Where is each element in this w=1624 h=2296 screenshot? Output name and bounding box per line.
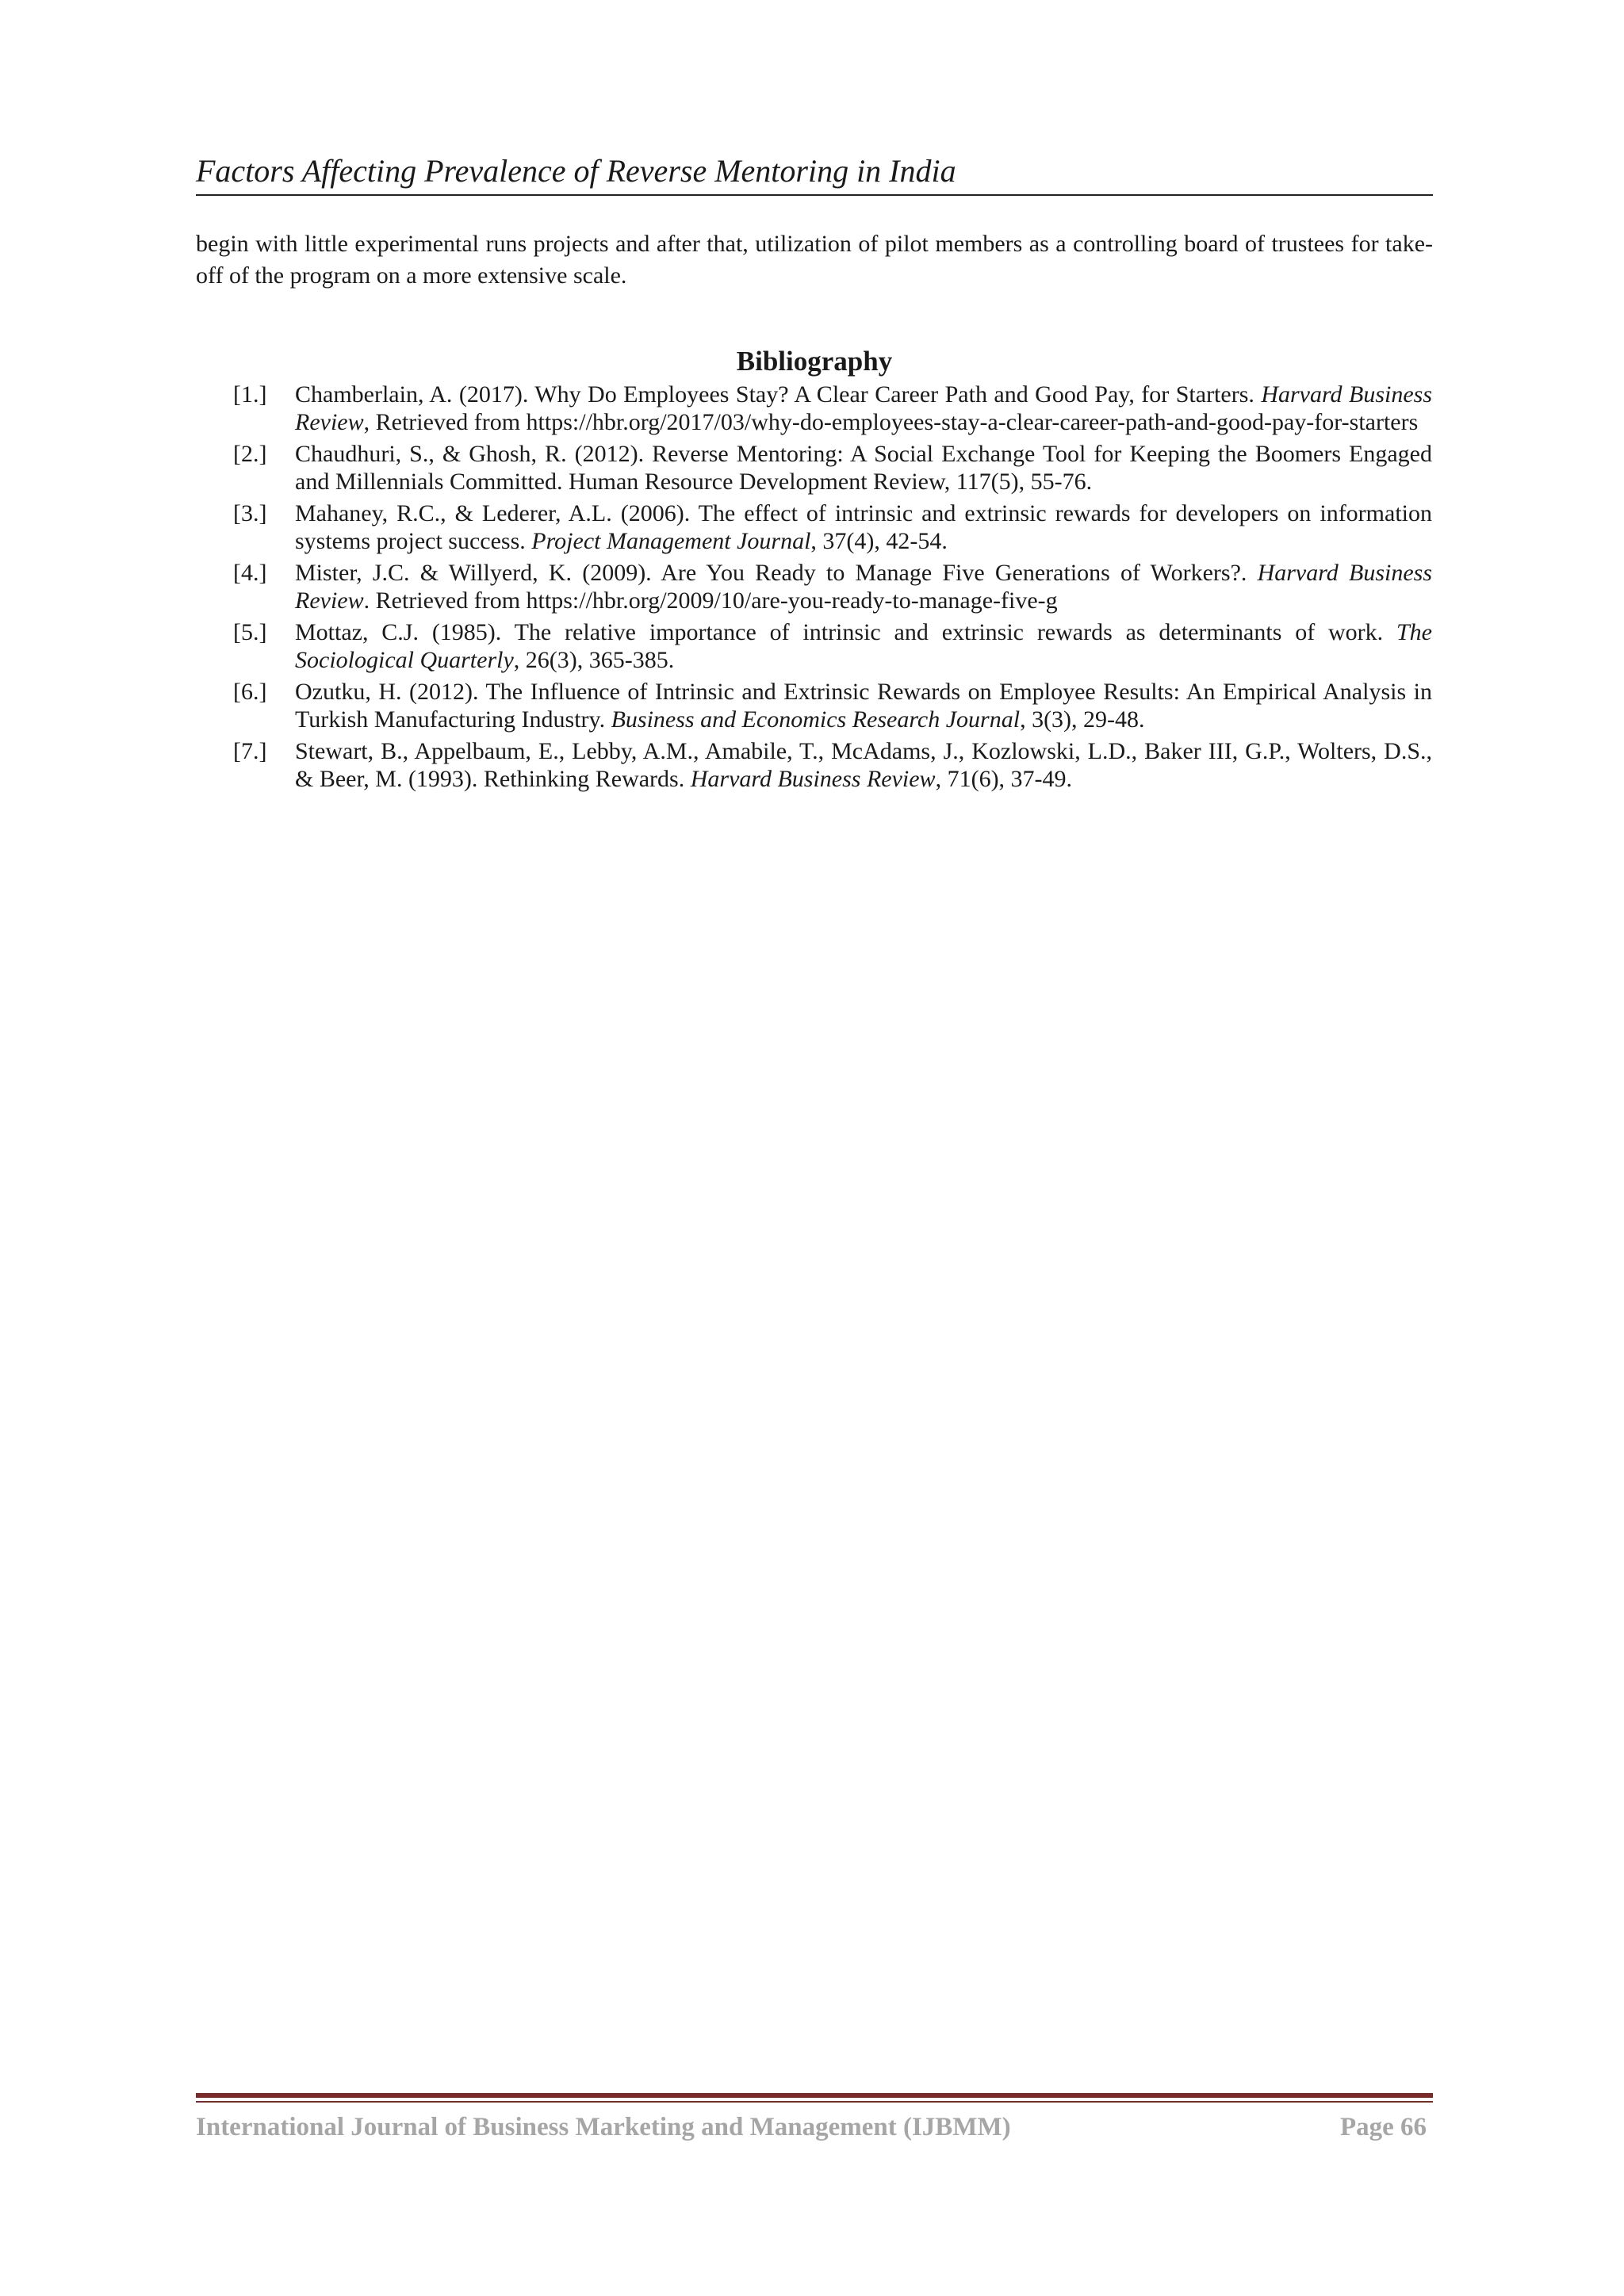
- page-footer: [196, 2110, 1433, 2144]
- reference-details: , 71(6), 37-49.: [935, 766, 1073, 792]
- reference-number: [7.]: [233, 738, 267, 764]
- reference-number: [3.]: [233, 500, 267, 526]
- reference-number: [1.]: [233, 381, 267, 408]
- reference-number: [2.]: [233, 441, 267, 467]
- reference-journal: Harvard Business Review: [295, 381, 1432, 435]
- reference-number: [5.]: [233, 619, 267, 645]
- bibliography-title: Bibliography: [736, 346, 893, 377]
- footer-page-number: Page 66: [1339, 2113, 1427, 2141]
- reference-item: [233, 678, 1432, 733]
- reference-item: [233, 499, 1432, 555]
- reference-item: [233, 737, 1432, 793]
- reference-list: [233, 381, 1432, 797]
- reference-number: [4.]: [233, 560, 267, 586]
- footer-journal-name: International Journal of Business Marketing and Management (IJBMM): [196, 2113, 1011, 2141]
- reference-text: Ozutku, H. (2012). The Influence of Intrinsic and Extrinsic Rewards on Employee Results: An Empirical Analysis in Turkish Manufacturing Industry.: [295, 679, 1432, 733]
- reference-item: [233, 440, 1432, 496]
- header-rule: [196, 194, 1433, 196]
- reference-journal: Harvard Business Review: [295, 560, 1433, 614]
- running-header: Factors Affecting Prevalence of Reverse Mentoring in India: [196, 153, 956, 189]
- footer-rule-thick: [196, 2093, 1433, 2098]
- reference-journal: Project Management Journal: [531, 528, 811, 554]
- reference-text: Chamberlain, A. (2017). Why Do Employees Stay? A Clear Career Path and Good Pay, for Starters.: [295, 381, 1262, 408]
- reference-details: , 37(4), 42-54.: [810, 528, 948, 554]
- reference-item: [233, 381, 1432, 436]
- reference-details: . Retrieved from https://hbr.org/2009/10/are-you-ready-to-manage-five-g: [363, 587, 1058, 614]
- reference-item: [233, 618, 1432, 674]
- reference-number: [6.]: [233, 679, 267, 705]
- reference-text: Mottaz, C.J. (1985). The relative importance of intrinsic and extrinsic rewards as determinants of work.: [295, 619, 1396, 645]
- reference-details: , 26(3), 365-385.: [513, 647, 675, 673]
- reference-text: Mister, J.C. & Willyerd, K. (2009). Are You Ready to Manage Five Generations of Workers?.: [295, 560, 1258, 586]
- reference-journal: Business and Economics Research Journal: [611, 706, 1021, 733]
- reference-item: [233, 559, 1432, 614]
- reference-text: Stewart, B., Appelbaum, E., Lebby, A.M., Amabile, T., McAdams, J., Kozlowski, L.D., Baker III, G.P., Wolters, D.S., & Beer, M. (1993). Rethinking Rewards.: [295, 738, 1432, 792]
- body-paragraph: begin with little experimental runs projects and after that, utilization of pilot members as a controlling board of trustees for take-off of the program on a more extensive scale.: [196, 231, 1433, 289]
- footer-rule-thin: [196, 2101, 1433, 2103]
- reference-journal: Harvard Business Review: [690, 766, 936, 792]
- reference-details: , 3(3), 29-48.: [1020, 706, 1145, 733]
- reference-text: Mahaney, R.C., & Lederer, A.L. (2006). The effect of intrinsic and extrinsic rewards for developers on information systems project success.: [295, 500, 1432, 554]
- reference-details: , Retrieved from https://hbr.org/2017/03/why-do-employees-stay-a-clear-career-path-and-good-pay-for-starters: [363, 409, 1419, 435]
- reference-text: Chaudhuri, S., & Ghosh, R. (2012). Reverse Mentoring: A Social Exchange Tool for Keeping the Boomers Engaged and Millennials Committed. Human Resource Development Review, 117(5), 55-76.: [295, 441, 1432, 495]
- reference-journal: The Sociological Quarterly: [295, 619, 1432, 673]
